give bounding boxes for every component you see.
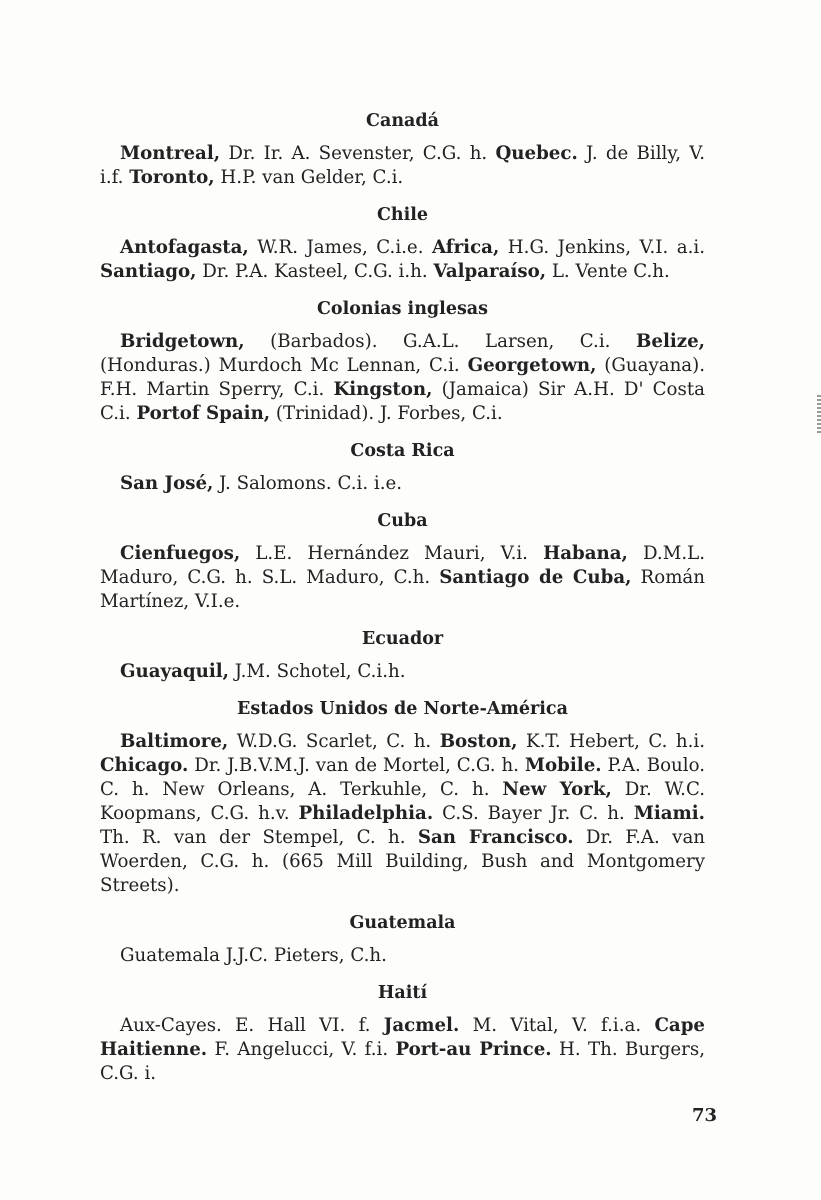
consul-text: Dr. J.B.V.M.J. van de Mortel, C.G. h. <box>188 755 525 776</box>
consul-text: J. de Billy, V. i.f. <box>100 143 705 188</box>
section-title-canada: Canadá <box>366 111 439 131</box>
section-body-cuba <box>100 542 705 614</box>
city-name: Mobile. <box>524 755 602 776</box>
section-body-costa-rica <box>100 472 705 496</box>
city-name: Port-au Prince. <box>395 1039 552 1060</box>
consul-text: (Jamaica) Sir A.H. D' Costa C.i. <box>100 379 705 424</box>
city-name: Toronto, <box>129 167 215 188</box>
section-body-guatemala <box>100 944 705 968</box>
consul-text: D.M.L. Maduro, C.G. h. S.L. Maduro, C.h. <box>100 543 705 588</box>
consul-text: W.R. James, C.i.e. <box>248 237 432 258</box>
consul-text: P.A. Boulo. C. h. New Orleans, A. Terkuhle, C. h. <box>100 755 705 800</box>
consul-text: Dr. F.A. van Woerden, C.G. h. (665 Mill Building, Bush and Montgomery Streets). <box>100 827 706 896</box>
consul-text: Th. R. van der Stempel, C. h. <box>100 827 418 848</box>
city-name: Santiago de Cuba, <box>439 567 632 588</box>
city-name: San Francisco. <box>417 827 574 848</box>
consul-text: Aux-Cayes. E. Hall VI. f. <box>120 1015 384 1036</box>
city-name: Baltimore, <box>120 731 229 752</box>
section-body-ecuador <box>100 660 705 684</box>
city-name: Montreal, <box>120 143 221 164</box>
consul-text: M. Vital, V. f.i.a. <box>459 1015 655 1036</box>
consul-text: C.S. Bayer Jr. C. h. <box>433 803 634 824</box>
city-name: Africa, <box>431 237 500 258</box>
consulate-listing <box>100 110 705 1100</box>
section-body-colonias-inglesas <box>100 330 705 426</box>
consul-text: L. Vente C.h. <box>546 261 670 282</box>
section-title-colonias-inglesas: Colonias inglesas <box>316 299 488 319</box>
city-name: Philadelphia. <box>298 803 434 824</box>
consul-text: H.G. Jenkins, V.I. a.i. <box>499 237 705 258</box>
section-body-chile <box>100 236 705 284</box>
consul-text: J.M. Schotel, C.i.h. <box>228 661 406 682</box>
consul-text: W.D.G. Scarlet, C. h. <box>228 731 440 752</box>
city-name: Quebec. <box>495 143 578 164</box>
city-name: Miami. <box>633 803 705 824</box>
consul-text: Guatemala J.J.C. Pieters, C.h. <box>120 945 387 966</box>
scan-edge-mark <box>817 395 821 435</box>
city-name: Cape Haitienne. <box>100 1015 705 1060</box>
consul-text: J. Salomons. C.i. i.e. <box>213 473 403 494</box>
consul-text: Dr. P.A. Kasteel, C.G. i.h. <box>196 261 434 282</box>
city-name: Jacmel. <box>383 1015 460 1036</box>
city-name: Bridgetown, <box>120 331 245 352</box>
city-name: San José, <box>120 473 214 494</box>
city-name: New York, <box>502 779 612 800</box>
consul-text: F. Angelucci, V. f.i. <box>207 1039 396 1060</box>
city-name: Kingston, <box>333 379 433 400</box>
city-name: Belize, <box>636 331 705 352</box>
city-name: Portof Spain, <box>136 403 271 424</box>
city-name: Habana, <box>543 543 628 564</box>
consul-text: H.P. van Gelder, C.i. <box>214 167 404 188</box>
section-body-haiti <box>100 1014 705 1086</box>
consul-text: H. Th. Burgers, C.G. i. <box>100 1039 705 1084</box>
consul-text: (Guayana). F.H. Martin Sperry, C.i. <box>100 355 706 400</box>
city-name: Santiago, <box>100 261 197 282</box>
city-name: Cienfuegos, <box>120 543 241 564</box>
consul-text: Dr. Ir. A. Sevenster, C.G. h. <box>220 143 496 164</box>
consul-text: (Honduras.) Murdoch Mc Lennan, C.i. <box>100 355 468 376</box>
section-body-estados-unidos <box>100 730 705 898</box>
city-name: Valparaíso, <box>433 261 547 282</box>
city-name: Georgetown, <box>467 355 597 376</box>
section-title-estados-unidos: Estados Unidos de Norte-América <box>237 699 568 719</box>
section-title-ecuador: Ecuador <box>361 629 444 649</box>
consul-text: K.T. Hebert, C. h.i. <box>517 731 705 752</box>
city-name: Guayaquil, <box>120 661 229 682</box>
consul-text: Dr. W.C. Koopmans, C.G. h.v. <box>100 779 706 824</box>
consul-text: Román Martínez, V.I.e. <box>100 567 705 612</box>
section-title-chile: Chile <box>376 205 429 225</box>
city-name: Antofagasta, <box>120 237 249 258</box>
consul-text: (Barbados). G.A.L. Larsen, C.i. <box>244 331 636 352</box>
section-body-canada <box>100 142 705 190</box>
section-title-haiti: Haití <box>377 983 428 1003</box>
city-name: Boston, <box>439 731 518 752</box>
page-number: 73 <box>692 1105 718 1126</box>
section-title-cuba: Cuba <box>377 511 428 531</box>
consul-text: L.E. Hernández Mauri, V.i. <box>240 543 544 564</box>
section-title-costa-rica: Costa Rica <box>350 441 455 461</box>
consul-text: (Trinidad). J. Forbes, C.i. <box>270 403 503 424</box>
city-name: Chicago. <box>100 755 189 776</box>
section-title-guatemala: Guatemala <box>349 913 456 933</box>
